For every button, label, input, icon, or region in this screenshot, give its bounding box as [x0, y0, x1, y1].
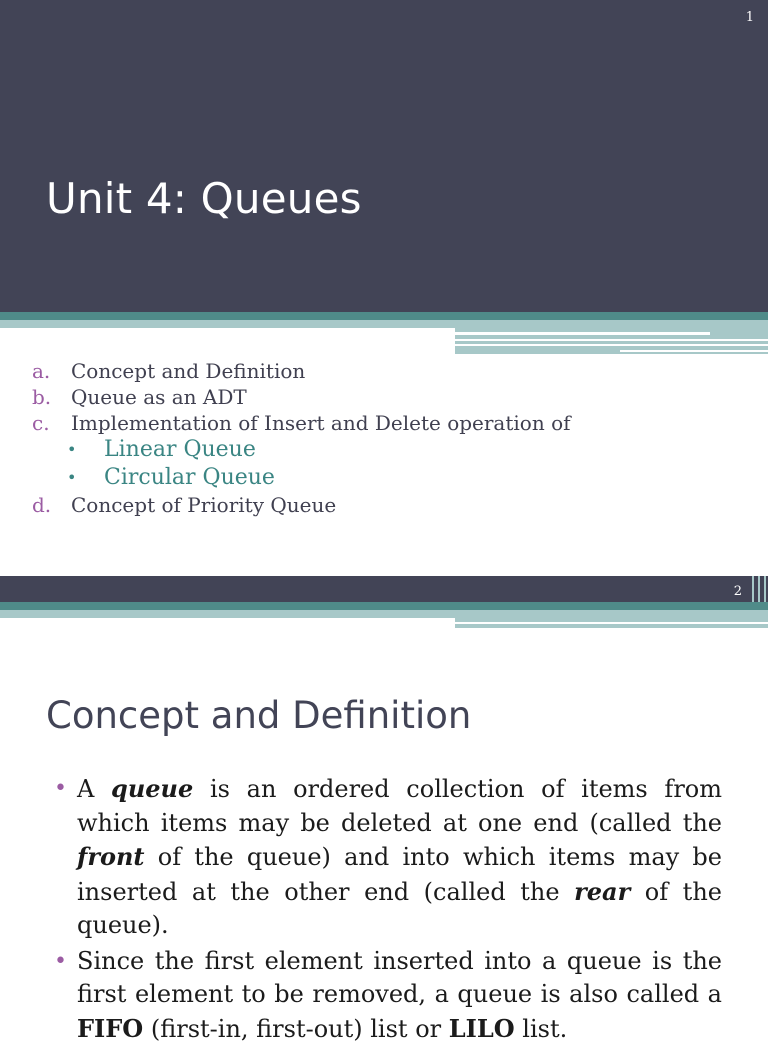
agenda-marker: b. — [32, 385, 52, 409]
teal-stripe — [0, 312, 768, 320]
decorative-line — [764, 576, 766, 602]
decorative-line — [455, 344, 768, 346]
keyword-front: front — [77, 842, 145, 871]
keyword-rear: rear — [574, 876, 631, 906]
decorative-block — [455, 610, 768, 628]
teal-stripe — [0, 602, 768, 610]
body-text: list. — [514, 1014, 568, 1043]
agenda-text: Concept and Definition — [71, 359, 306, 383]
decorative-block — [455, 320, 768, 354]
slide-title: Unit 4: Queues — [46, 174, 362, 223]
decorative-line — [752, 576, 754, 602]
section-title: Concept and Definition — [46, 694, 472, 737]
decorative-line — [758, 576, 760, 602]
agenda-text: Circular Queue — [104, 465, 275, 490]
body-text: of the queue). — [77, 877, 722, 939]
decorative-line — [620, 350, 768, 352]
body-text: (first-in, first-out) list or — [143, 1014, 449, 1043]
slide-number: 2 — [733, 584, 742, 599]
slide-2 — [0, 576, 768, 1043]
agenda-marker: c. — [32, 411, 50, 435]
agenda-marker: d. — [32, 493, 52, 517]
bullet-icon: • — [54, 948, 67, 974]
agenda-list — [32, 358, 752, 518]
agenda-text: Implementation of Insert and Delete operation of — [71, 411, 571, 435]
agenda-marker: a. — [32, 359, 51, 383]
keyword-fifo: FIFO — [77, 1013, 144, 1043]
definition-bullet — [52, 772, 722, 943]
agenda-text: Queue as an ADT — [71, 385, 247, 409]
light-stripe — [0, 320, 455, 328]
agenda-item — [32, 384, 752, 410]
agenda-subitem — [32, 464, 752, 492]
agenda-item — [32, 492, 752, 518]
agenda-subitem — [32, 436, 752, 464]
title-band — [0, 0, 768, 312]
body-text: A — [77, 775, 112, 803]
bullet-icon: • — [67, 440, 77, 459]
body-text: Since the first element inserted into a queue is the first element to be removed, a queue is also called a — [77, 946, 722, 1008]
header-band — [0, 576, 768, 602]
agenda-item — [32, 410, 752, 436]
decorative-line — [455, 622, 768, 624]
keyword-queue: queue — [111, 774, 194, 803]
decorative-line — [455, 339, 768, 341]
body-text: is an ordered collection of items from which items may be deleted at one end (called the — [77, 775, 722, 837]
decorative-line — [455, 332, 710, 335]
agenda-item — [32, 358, 752, 384]
keyword-lilo: LILO — [448, 1013, 515, 1043]
definition-bullet — [52, 945, 722, 1047]
slide-number: 1 — [745, 10, 754, 25]
definition-list — [52, 772, 722, 1048]
bullet-icon: • — [67, 468, 77, 487]
body-text: of the queue) and into which items may be inserted at the other end (called the — [77, 843, 722, 906]
bullet-icon: • — [54, 776, 67, 801]
agenda-text: Concept of Priority Queue — [71, 493, 337, 517]
agenda-text: Linear Queue — [104, 437, 256, 462]
